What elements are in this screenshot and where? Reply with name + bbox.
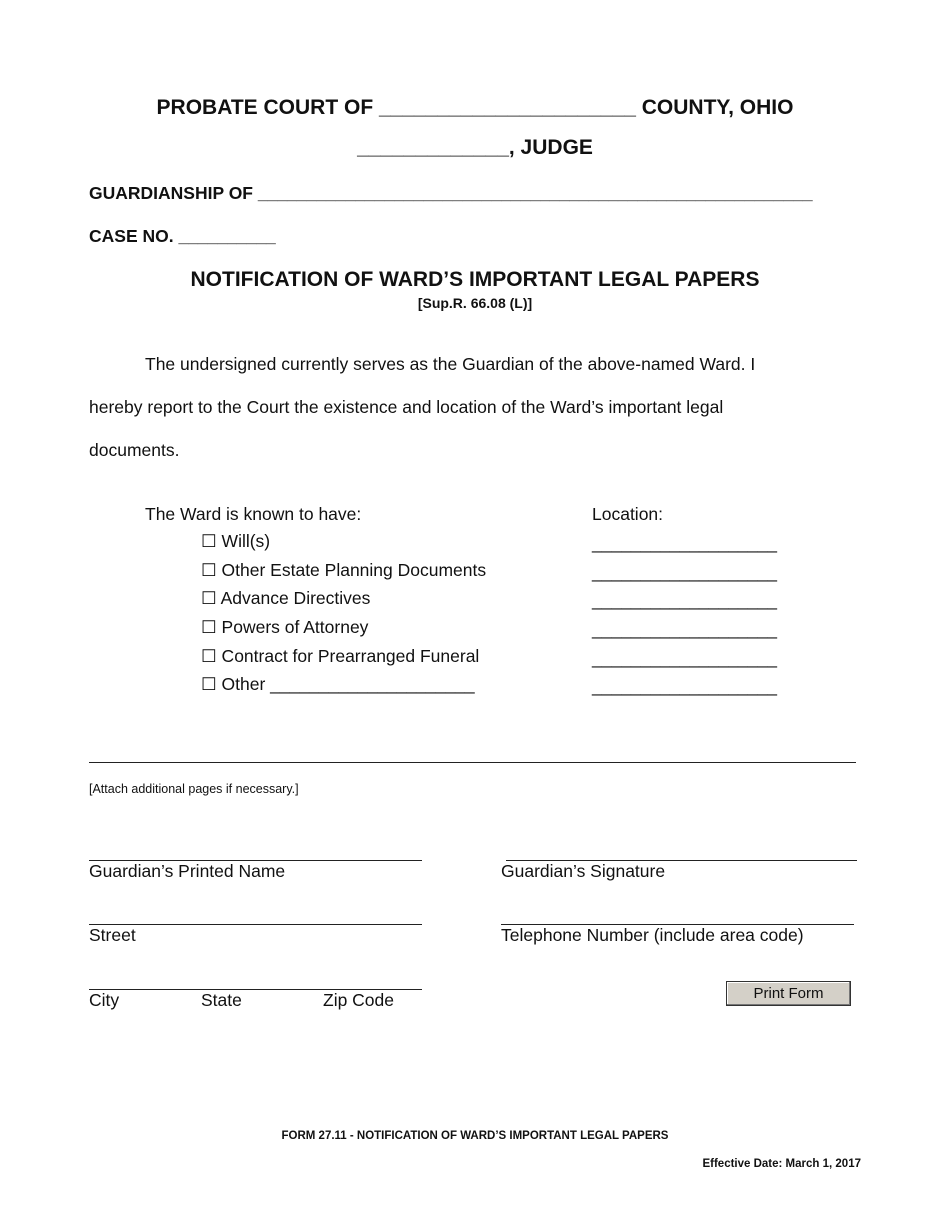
form-title: NOTIFICATION OF WARD’S IMPORTANT LEGAL PAPERS (190, 268, 760, 291)
location-field[interactable]: ___________________ (592, 590, 777, 610)
city-label: City (89, 990, 120, 1010)
case-number-line: CASE NO. __________ (89, 226, 276, 246)
effective-date: Effective Date: March 1, 2017 (702, 1158, 861, 1170)
location-field[interactable]: ___________________ (592, 648, 777, 668)
location-field[interactable]: ___________________ (592, 533, 777, 553)
item-powers-of-attorney-checkbox[interactable]: ☐ Powers of Attorney (201, 617, 369, 637)
location-field[interactable]: ___________________ (592, 619, 777, 639)
item-advance-directives-checkbox[interactable]: ☐ Advance Directives (201, 588, 371, 608)
rule-citation: [Sup.R. 66.08 (L)] (417, 295, 533, 311)
state-label: State (201, 990, 242, 1010)
item-wills-checkbox[interactable]: ☐ Will(s) (201, 531, 271, 551)
location-field[interactable]: ___________________ (592, 676, 777, 696)
street-label: Street (89, 925, 136, 945)
body-line-2: hereby report to the Court the existence and location of the Ward’s important legal (89, 397, 724, 417)
signature-label: Guardian’s Signature (501, 861, 666, 881)
additional-info-line[interactable] (89, 762, 856, 763)
zip-code-label: Zip Code (323, 990, 395, 1010)
court-header: PROBATE COURT OF ______________________ COUNTY, OHIO (156, 96, 794, 119)
guardianship-of-line: GUARDIANSHIP OF _________________________________________________________ (89, 183, 813, 203)
body-line-3: documents. (89, 440, 180, 460)
form-footer-id: FORM 27.11 - NOTIFICATION OF WARD’S IMPORTANT LEGAL PAPERS (281, 1130, 669, 1142)
location-label: Location: (592, 504, 664, 524)
judge-line: _____________, JUDGE (357, 136, 593, 159)
print-form-button[interactable]: Print Form (726, 981, 851, 1006)
location-field[interactable]: ___________________ (592, 562, 777, 582)
item-other-checkbox[interactable]: ☐ Other _____________________ (201, 674, 475, 694)
attach-note: [Attach additional pages if necessary.] (89, 782, 299, 796)
item-estate-planning-checkbox[interactable]: ☐ Other Estate Planning Documents (201, 560, 487, 580)
known-to-have-label: The Ward is known to have: (145, 504, 362, 524)
body-line-1: The undersigned currently serves as the Guardian of the above-named Ward. I (145, 354, 756, 374)
printed-name-label: Guardian’s Printed Name (89, 861, 286, 881)
telephone-label: Telephone Number (include area code) (501, 925, 804, 945)
street-line[interactable] (89, 924, 422, 925)
item-prearranged-funeral-checkbox[interactable]: ☐ Contract for Prearranged Funeral (201, 646, 480, 666)
